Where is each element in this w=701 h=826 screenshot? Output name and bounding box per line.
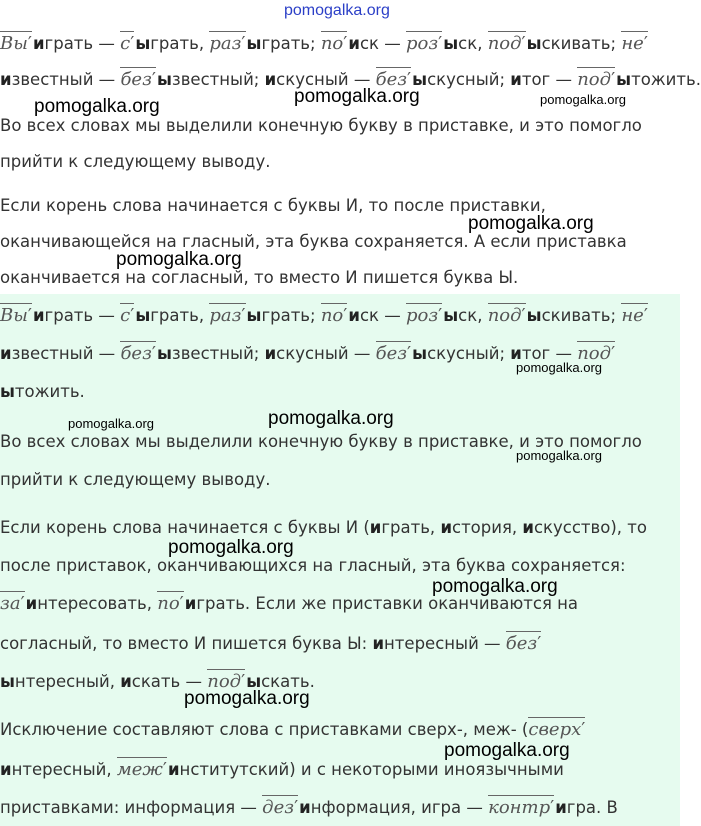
prefix-marker: меж ′ — [117, 757, 167, 780]
text-segment: скивать; — [541, 34, 622, 53]
text-segment: грать — — [44, 34, 121, 53]
prefix-marker: без ′ — [120, 341, 156, 364]
watermark-top: pomogalka.org — [284, 2, 390, 19]
text-segment: Исключение составляют слова с приставками сверх-, меж- ( — [0, 720, 529, 739]
highlighted-letter: и — [264, 344, 277, 363]
highlighted-letter: ы — [526, 306, 542, 325]
prefix-marker: сверх ′ — [528, 717, 585, 740]
highlighted-letter: и — [167, 760, 180, 779]
green-text-line-4: Во всех словах мы выделили конечную букву в приставке, и это помогло — [0, 432, 642, 451]
highlighted-letter: ы — [157, 344, 172, 363]
watermark: pomogalka.org — [68, 416, 154, 431]
text-segment: ск — — [359, 306, 406, 325]
green-exception-line-11 — [0, 720, 586, 740]
text-segment: нтересный, — [11, 760, 117, 779]
highlighted-letter: ы — [412, 70, 428, 89]
text-segment: скусный — — [276, 70, 376, 89]
prefix-marker: под ′ — [488, 303, 526, 326]
highlighted-letter: и — [555, 798, 567, 817]
text-segment: скусный; — [427, 70, 511, 89]
text-segment: звестный; — [171, 70, 265, 89]
top-text-line-3: Во всех словах мы выделили конечную букву в приставке, и это помогло — [0, 116, 642, 135]
text-segment: скать — — [131, 672, 208, 691]
prefix-marker: под ′ — [577, 341, 615, 364]
top-text-line-4: прийти к следующему выводу. — [0, 152, 271, 171]
text-segment: нтересовать, — [37, 594, 158, 613]
top-rule-line-6: оканчивающейся на гласный, эта буква сохраняется. А если приставка — [0, 232, 627, 251]
watermark: pomogalka.org — [444, 740, 570, 761]
watermark: pomogalka.org — [540, 92, 626, 107]
text-segment: гра. В — [566, 798, 618, 817]
text-segment: грать, — [150, 306, 210, 325]
highlighted-letter: и — [522, 518, 534, 537]
prefix-marker: Вы ′ — [0, 303, 32, 326]
text-segment: ск, — [458, 306, 488, 325]
text-segment: ск — — [359, 34, 406, 53]
prefix-marker: контр ′ — [488, 795, 554, 818]
text-segment: грать. Если же приставки оканчиваются на — [196, 594, 579, 613]
highlighted-letter: ы — [157, 70, 172, 89]
text-segment: нститутский) и с некоторыми иноязычными — [179, 760, 564, 779]
watermark: pomogalka.org — [432, 576, 558, 597]
text-segment: грать, — [381, 518, 441, 537]
highlighted-letter: и — [299, 798, 311, 817]
watermark: pomogalka.org — [516, 448, 602, 463]
watermark: pomogalka.org — [34, 96, 160, 117]
watermark: pomogalka.org — [116, 249, 242, 270]
highlighted-letter: ы — [526, 34, 542, 53]
text-segment: скивать; — [541, 306, 622, 325]
green-exception-line-13 — [0, 798, 618, 818]
prefix-marker: по ′ — [157, 591, 184, 614]
text-segment: тог — — [521, 70, 578, 89]
text-segment: стория, — [452, 518, 523, 537]
prefix-marker: не ′ — [621, 31, 648, 54]
highlighted-letter: и — [369, 518, 382, 537]
highlighted-letter: и — [0, 344, 12, 363]
highlighted-letter: ы — [616, 70, 632, 89]
watermark: pomogalka.org — [184, 688, 310, 709]
text-segment: звестный — — [11, 70, 121, 89]
highlighted-letter: и — [0, 760, 12, 779]
highlighted-letter: ы — [412, 344, 428, 363]
green-example-line-3 — [0, 382, 85, 402]
watermark: pomogalka.org — [294, 86, 420, 107]
text-segment: грать — — [44, 306, 121, 325]
highlighted-letter: и — [372, 634, 385, 653]
text-segment: нтересный, — [14, 672, 121, 691]
prefix-marker: с ′ — [120, 31, 134, 54]
green-example-line-1 — [0, 306, 649, 326]
watermark: pomogalka.org — [168, 537, 294, 558]
highlighted-letter: и — [348, 34, 360, 53]
text-segment: Если корень слова начинается с буквы И ( — [0, 518, 370, 537]
text-segment: согласный, то вместо И пишется буква Ы: — [0, 634, 373, 653]
prefix-marker: с ′ — [120, 303, 134, 326]
green-rule-line-9 — [0, 634, 542, 654]
text-segment: звестный — — [11, 344, 121, 363]
top-rule-line-7: оканчивается на согласный, то вместо И пишется буква Ы. — [0, 268, 519, 287]
prefix-marker: раз ′ — [209, 303, 245, 326]
prefix-marker: раз ′ — [209, 31, 245, 54]
highlighted-letter: и — [184, 594, 197, 613]
highlighted-letter: и — [25, 594, 38, 613]
text-segment: нтересный — — [384, 634, 506, 653]
top-rule-line-5: Если корень слова начинается с буквы И, то после приставки, — [0, 196, 546, 215]
text-segment: тожить. — [631, 70, 701, 89]
highlighted-letter: и — [120, 672, 132, 691]
watermark: pomogalka.org — [268, 408, 394, 429]
text-segment: нформация, игра — — [310, 798, 489, 817]
highlighted-letter: и — [32, 34, 45, 53]
highlighted-letter: ы — [135, 306, 151, 325]
highlighted-letter: и — [440, 518, 452, 537]
highlighted-letter: ы — [246, 34, 262, 53]
prefix-marker: за ′ — [0, 591, 25, 614]
prefix-marker: не ′ — [621, 303, 648, 326]
highlighted-letter: ы — [443, 306, 459, 325]
prefix-marker: дез ′ — [262, 795, 298, 818]
highlighted-letter: ы — [246, 672, 262, 691]
green-text-line-5: прийти к следующему выводу. — [0, 470, 271, 489]
highlighted-letter: и — [264, 70, 277, 89]
prefix-marker: без ′ — [120, 67, 156, 90]
green-rule-line-6 — [0, 518, 647, 538]
watermark: pomogalka.org — [468, 213, 594, 234]
watermark: pomogalka.org — [516, 360, 602, 375]
prefix-marker: роз ′ — [406, 31, 442, 54]
text-segment: скать. — [261, 672, 315, 691]
prefix-marker: роз ′ — [406, 303, 442, 326]
highlighted-letter: ы — [443, 34, 459, 53]
green-rule-line-7: после приставок, оканчивающихся на гласный, эта буква сохраняется: — [0, 556, 626, 575]
text-segment: грать, — [150, 34, 210, 53]
prefix-marker: без ′ — [376, 67, 412, 90]
highlighted-letter: ы — [135, 34, 151, 53]
text-segment: скусный — — [276, 344, 376, 363]
prefix-marker: без ′ — [376, 341, 412, 364]
prefix-marker: под ′ — [207, 669, 245, 692]
highlighted-letter: и — [510, 344, 522, 363]
text-segment: звестный; — [171, 344, 265, 363]
text-segment: приставками: информация — — [0, 798, 263, 817]
highlighted-letter: и — [510, 70, 522, 89]
highlighted-letter: и — [348, 306, 360, 325]
prefix-marker: по ′ — [321, 31, 348, 54]
text-segment: ск, — [458, 34, 488, 53]
prefix-marker: Вы ′ — [0, 31, 32, 54]
prefix-marker: под ′ — [577, 67, 615, 90]
text-segment: скусство), то — [533, 518, 647, 537]
text-segment: грать; — [261, 306, 321, 325]
highlighted-letter: ы — [246, 306, 262, 325]
prefix-marker: под ′ — [488, 31, 526, 54]
text-segment: скусный; — [427, 344, 511, 363]
text-segment: тожить. — [14, 382, 85, 401]
top-example-line-1 — [0, 34, 649, 54]
text-segment: тог — — [521, 344, 578, 363]
green-exception-line-12 — [0, 760, 564, 780]
text-segment: грать; — [261, 34, 321, 53]
highlighted-letter: и — [0, 70, 12, 89]
highlighted-letter: и — [32, 306, 45, 325]
prefix-marker: по ′ — [321, 303, 348, 326]
prefix-marker: без ′ — [506, 631, 542, 654]
highlighted-letter: ы — [0, 382, 15, 401]
highlighted-letter: ы — [0, 672, 15, 691]
